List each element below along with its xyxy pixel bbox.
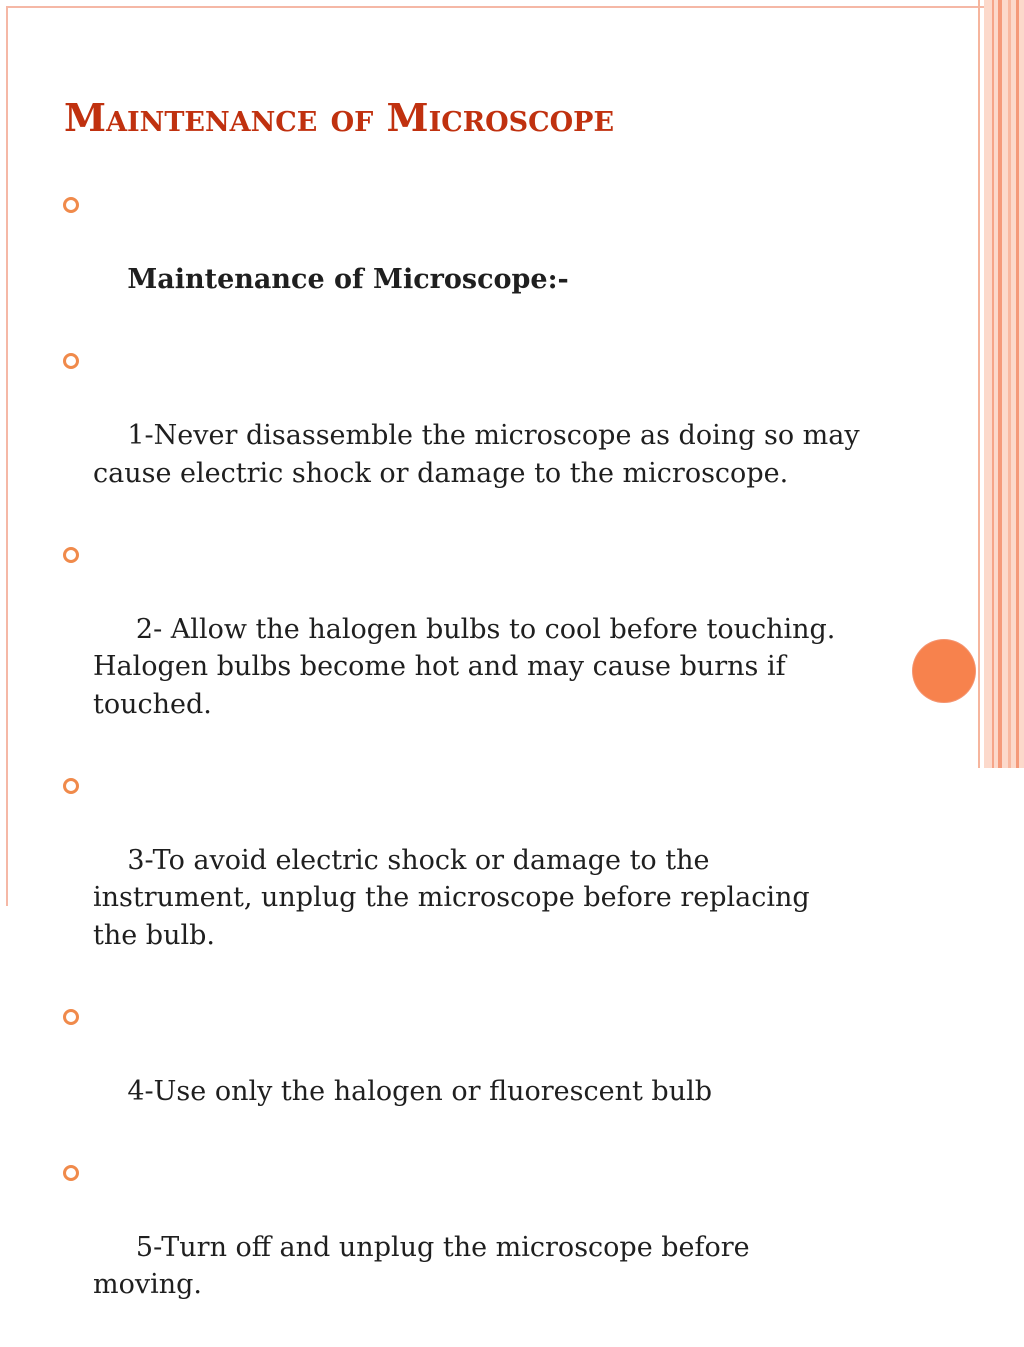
list-item <box>62 186 862 336</box>
bullet-text: Maintenance of Microscope:- <box>127 264 569 295</box>
list-item <box>62 1154 862 1342</box>
list-item <box>62 536 862 761</box>
bullet-text: 3-To avoid electric shock or damage to the instrument, unplug the microscope before replacing the bulb. <box>93 844 819 951</box>
list-item <box>62 998 862 1148</box>
list-item <box>62 767 862 992</box>
slide-title: Maintenance of Microscope <box>64 95 615 140</box>
bullet-text: 4-Use only the halogen or fluorescent bulb <box>127 1075 712 1107</box>
bullet-circle-icon <box>63 778 79 794</box>
bullet-circle-icon <box>63 353 79 369</box>
bullet-circle-icon <box>63 197 79 213</box>
right-decor-stripe <box>998 0 1002 768</box>
decorative-circle <box>913 640 975 702</box>
right-decor-stripe <box>1016 0 1019 768</box>
bullet-circle-icon <box>63 547 79 563</box>
bullet-list <box>62 186 869 1347</box>
bullet-text: 2- Allow the halogen bulbs to cool before touching. Halogen bulbs become hot and may cause burns if touched. <box>93 613 844 720</box>
list-item <box>62 342 869 530</box>
bullet-text: 5-Turn off and unplug the microscope before moving. <box>93 1231 759 1300</box>
bullet-circle-icon <box>63 1165 79 1181</box>
right-decor-stripe <box>992 0 994 768</box>
right-decor-stripe <box>978 0 980 768</box>
bullet-circle-icon <box>63 1009 79 1025</box>
bullet-text: 1-Never disassemble the microscope as doing so may cause electric shock or damage to the microscope. <box>93 420 869 489</box>
right-decor-stripe <box>1008 0 1011 768</box>
